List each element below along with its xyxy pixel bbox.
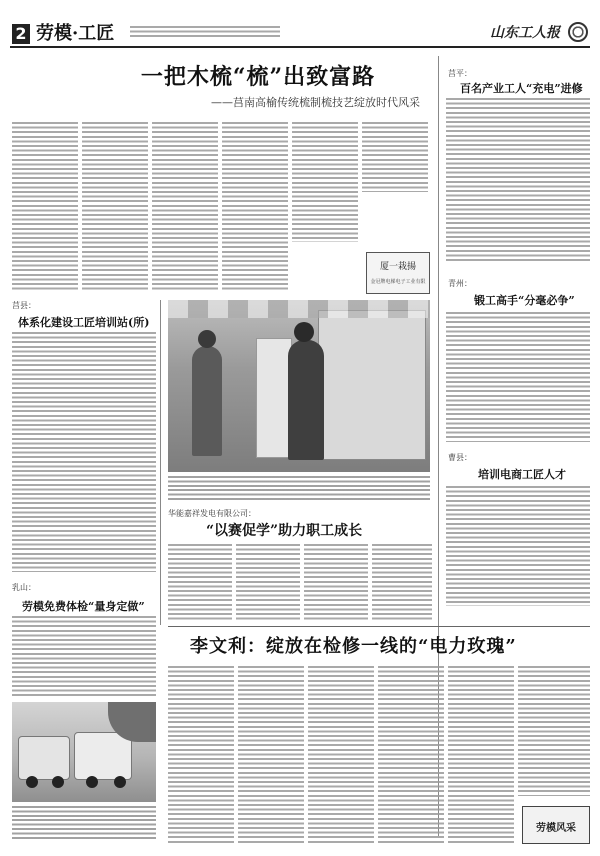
truck-photo-caption bbox=[12, 806, 156, 840]
right-story3-title: 培训电商工匠人才 bbox=[478, 468, 566, 481]
masthead bbox=[0, 0, 600, 44]
paper-name: 山东工人报 bbox=[490, 25, 560, 41]
worker-right-head bbox=[294, 322, 314, 342]
left-column-rule bbox=[160, 300, 161, 625]
right-story1-body bbox=[446, 98, 590, 263]
bottom-story-rule bbox=[168, 626, 590, 627]
bottom-right-box-label: 劳模风采 bbox=[536, 823, 576, 834]
ad-box-label: 厦一栽揚 bbox=[379, 262, 416, 272]
bottom-body-col5 bbox=[448, 666, 514, 844]
lead-title: 一把木梳“梳”出致富路 bbox=[140, 64, 376, 90]
section-title: 劳模·工匠 bbox=[36, 23, 115, 44]
right-story3-body bbox=[446, 486, 590, 606]
lead-body-col2 bbox=[82, 122, 148, 292]
center-story-title: “以赛促学”助力职工成长 bbox=[206, 523, 363, 539]
right-story3-kicker: 曹县： bbox=[448, 453, 472, 462]
machine-shape bbox=[318, 310, 426, 460]
workshop-photo bbox=[168, 300, 430, 472]
bottom-body-col1 bbox=[168, 666, 234, 844]
lead-body-col1 bbox=[12, 122, 78, 292]
center-body-col2 bbox=[236, 544, 300, 620]
lead-body-col5 bbox=[292, 122, 358, 242]
truck-photo bbox=[12, 702, 156, 802]
masthead-info bbox=[130, 26, 280, 40]
right-story1-title: 百名产业工人“充电”进修 bbox=[460, 82, 583, 95]
lead-body-col4 bbox=[222, 122, 288, 292]
bottom-story-title: 李文利：绽放在检修一线的“电力玫瑰” bbox=[190, 636, 517, 657]
center-body-col3 bbox=[304, 544, 368, 620]
masthead-rule bbox=[10, 46, 590, 48]
lead-subtitle: ——莒南高榆传统梳制梳技艺绽放时代风采 bbox=[211, 96, 420, 109]
truck-body-2 bbox=[74, 732, 132, 780]
lead-body-col6 bbox=[362, 122, 428, 192]
right-story1-kicker: 莒平： bbox=[448, 69, 472, 78]
center-body-col1 bbox=[168, 544, 232, 620]
left-story1-body bbox=[12, 332, 156, 572]
left-story1-kicker: 莒县： bbox=[12, 301, 36, 310]
right-story2-title: 锻工高手“分毫必争” bbox=[474, 294, 575, 307]
left-story2-title: 劳模免费体检“量身定做” bbox=[22, 600, 145, 613]
truck-wheel-3 bbox=[86, 776, 98, 788]
center-story-kicker: 华能嘉祥发电有限公司： bbox=[168, 509, 256, 518]
workshop-photo-caption bbox=[168, 476, 430, 500]
right-story2-body bbox=[446, 312, 590, 442]
bottom-body-col2 bbox=[238, 666, 304, 844]
bottom-body-col6 bbox=[518, 666, 590, 796]
truck-wheel-4 bbox=[114, 776, 126, 788]
left-story2-kicker: 乳山： bbox=[12, 583, 36, 592]
left-story1-title: 体系化建设工匠培训站(所) bbox=[18, 316, 150, 329]
bottom-body-col3 bbox=[308, 666, 374, 844]
ad-box-sub: 金冠牌电梯电子工业有限 bbox=[370, 279, 426, 285]
worker-left-head bbox=[198, 330, 216, 348]
lead-body-col3 bbox=[152, 122, 218, 292]
left-story2-body bbox=[12, 616, 156, 696]
truck-wheel-1 bbox=[26, 776, 38, 788]
right-story2-kicker: 青州： bbox=[448, 279, 472, 288]
ceiling-lights bbox=[168, 300, 430, 318]
paper-seal-icon bbox=[568, 22, 588, 42]
bottom-right-box bbox=[522, 806, 590, 844]
ad-box bbox=[366, 252, 430, 294]
worker-left bbox=[192, 346, 222, 456]
truck-body-1 bbox=[18, 736, 70, 780]
center-body-col4 bbox=[372, 544, 432, 620]
page-number-badge: 2 bbox=[12, 24, 30, 44]
worker-right bbox=[288, 340, 324, 460]
truck-wheel-2 bbox=[52, 776, 64, 788]
bottom-body-col4 bbox=[378, 666, 444, 844]
machine-panel bbox=[256, 338, 292, 458]
